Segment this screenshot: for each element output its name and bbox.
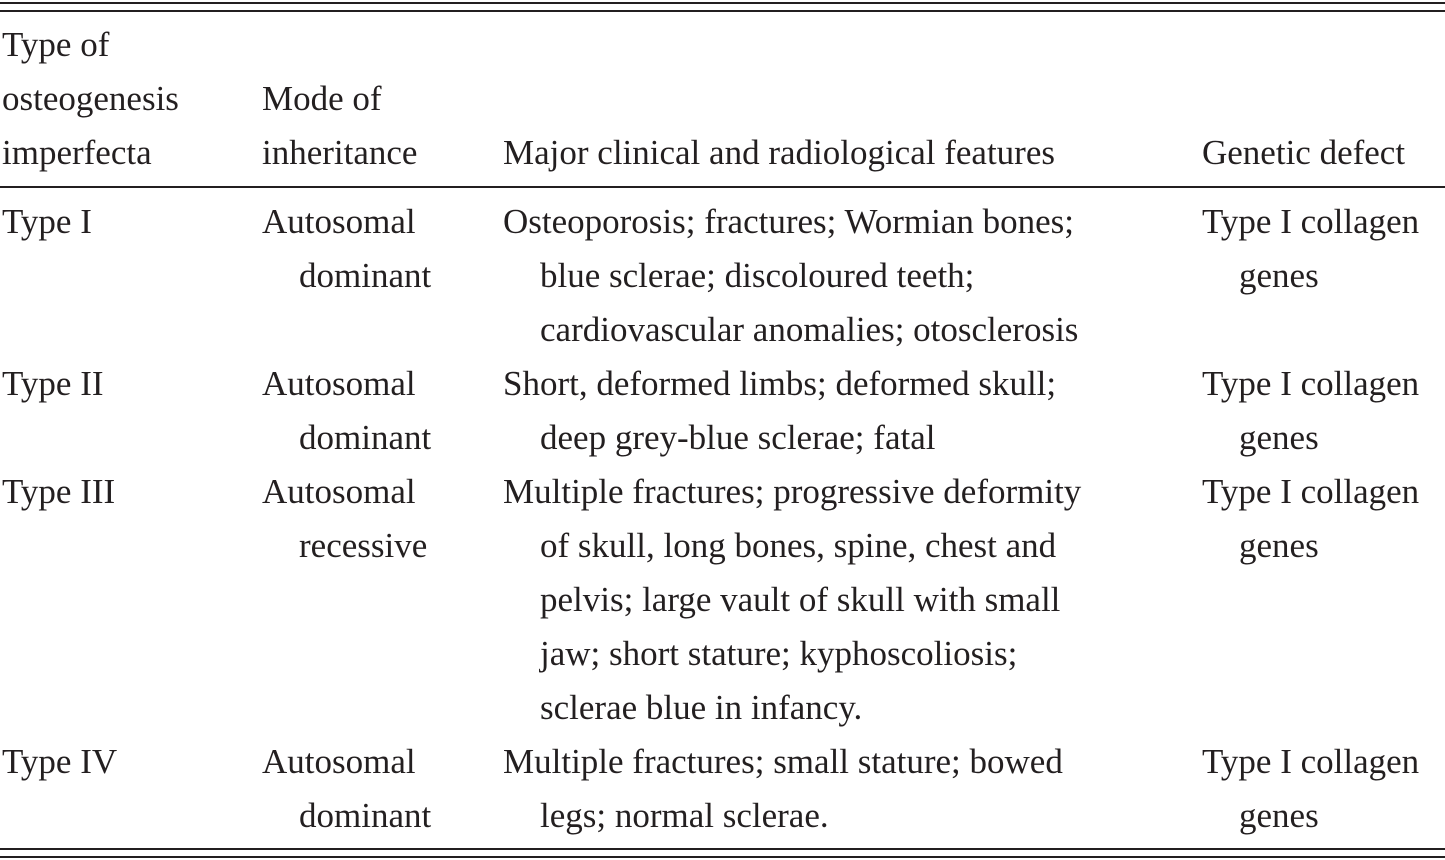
- row-features-line: pelvis; large vault of skull with small: [540, 580, 1061, 619]
- header-rule: [0, 186, 1445, 188]
- header-defect-line: Genetic defect: [1202, 133, 1406, 172]
- top-rule-outer: [0, 2, 1445, 4]
- header-defect: [1202, 126, 1405, 180]
- row-features-line: of skull, long bones, spine, chest and: [540, 526, 1057, 565]
- row-defect-cell: [1202, 195, 1419, 303]
- row-mode-line: Autosomal: [262, 202, 416, 241]
- header-type: [2, 18, 179, 180]
- top-rule-inner: [0, 10, 1445, 12]
- row-mode-line: recessive: [299, 526, 428, 565]
- row-mode-cell: [262, 357, 431, 465]
- row-features-cell: [503, 357, 1056, 465]
- bottom-rule-outer: [0, 856, 1445, 858]
- row-type-text: Type I: [2, 202, 92, 241]
- row-mode-line: dominant: [299, 418, 432, 457]
- header-features: [503, 126, 1055, 180]
- row-features-line: legs; normal sclerae.: [540, 796, 829, 835]
- row-features-cell: [503, 735, 1063, 843]
- row-features-line: Short, deformed limbs; deformed skull;: [503, 364, 1057, 403]
- row-mode-cell: [262, 465, 427, 573]
- row-features-line: jaw; short stature; kyphoscoliosis;: [540, 634, 1018, 673]
- row-mode-line: Autosomal: [262, 472, 416, 511]
- row-defect-line: genes: [1239, 796, 1319, 835]
- row-defect-line: Type I collagen: [1202, 202, 1420, 241]
- row-mode-line: Autosomal: [262, 364, 416, 403]
- header-type-line: osteogenesis: [2, 79, 179, 118]
- row-defect-line: genes: [1239, 256, 1319, 295]
- row-defect-cell: [1202, 357, 1419, 465]
- row-mode-cell: [262, 735, 431, 843]
- header-type-line: Type of: [2, 25, 110, 64]
- row-defect-line: genes: [1239, 418, 1319, 457]
- row-type-text: Type IV: [2, 742, 118, 781]
- row-type-cell: [2, 465, 115, 519]
- row-type-text: Type III: [2, 472, 116, 511]
- row-features-line: Osteoporosis; fractures; Wormian bones;: [503, 202, 1075, 241]
- row-type-cell: [2, 357, 104, 411]
- row-defect-cell: [1202, 465, 1419, 573]
- header-mode-line: Mode of: [262, 79, 382, 118]
- row-features-line: deep grey-blue sclerae; fatal: [540, 418, 936, 457]
- bottom-rule-inner: [0, 848, 1445, 850]
- row-features-line: blue sclerae; discoloured teeth;: [540, 256, 975, 295]
- row-defect-line: Type I collagen: [1202, 364, 1420, 403]
- header-mode-line: inheritance: [262, 133, 418, 172]
- row-features-line: Multiple fractures; progressive deformity: [503, 472, 1082, 511]
- row-mode-line: dominant: [299, 256, 432, 295]
- row-type-cell: [2, 735, 117, 789]
- row-defect-line: Type I collagen: [1202, 472, 1420, 511]
- row-features-cell: [503, 465, 1081, 735]
- row-mode-line: dominant: [299, 796, 432, 835]
- row-defect-line: genes: [1239, 526, 1319, 565]
- header-features-line: Major clinical and radiological features: [503, 133, 1055, 172]
- row-type-text: Type II: [2, 364, 104, 403]
- header-mode: [262, 72, 417, 180]
- row-defect-cell: [1202, 735, 1419, 843]
- row-type-cell: [2, 195, 92, 249]
- row-features-cell: [503, 195, 1078, 357]
- row-features-line: sclerae blue in infancy.: [540, 688, 863, 727]
- row-mode-line: Autosomal: [262, 742, 416, 781]
- header-type-line: imperfecta: [2, 133, 152, 172]
- row-features-line: Multiple fractures; small stature; bowed: [503, 742, 1063, 781]
- row-mode-cell: [262, 195, 431, 303]
- row-defect-line: Type I collagen: [1202, 742, 1420, 781]
- row-features-line: cardiovascular anomalies; otosclerosis: [540, 310, 1079, 349]
